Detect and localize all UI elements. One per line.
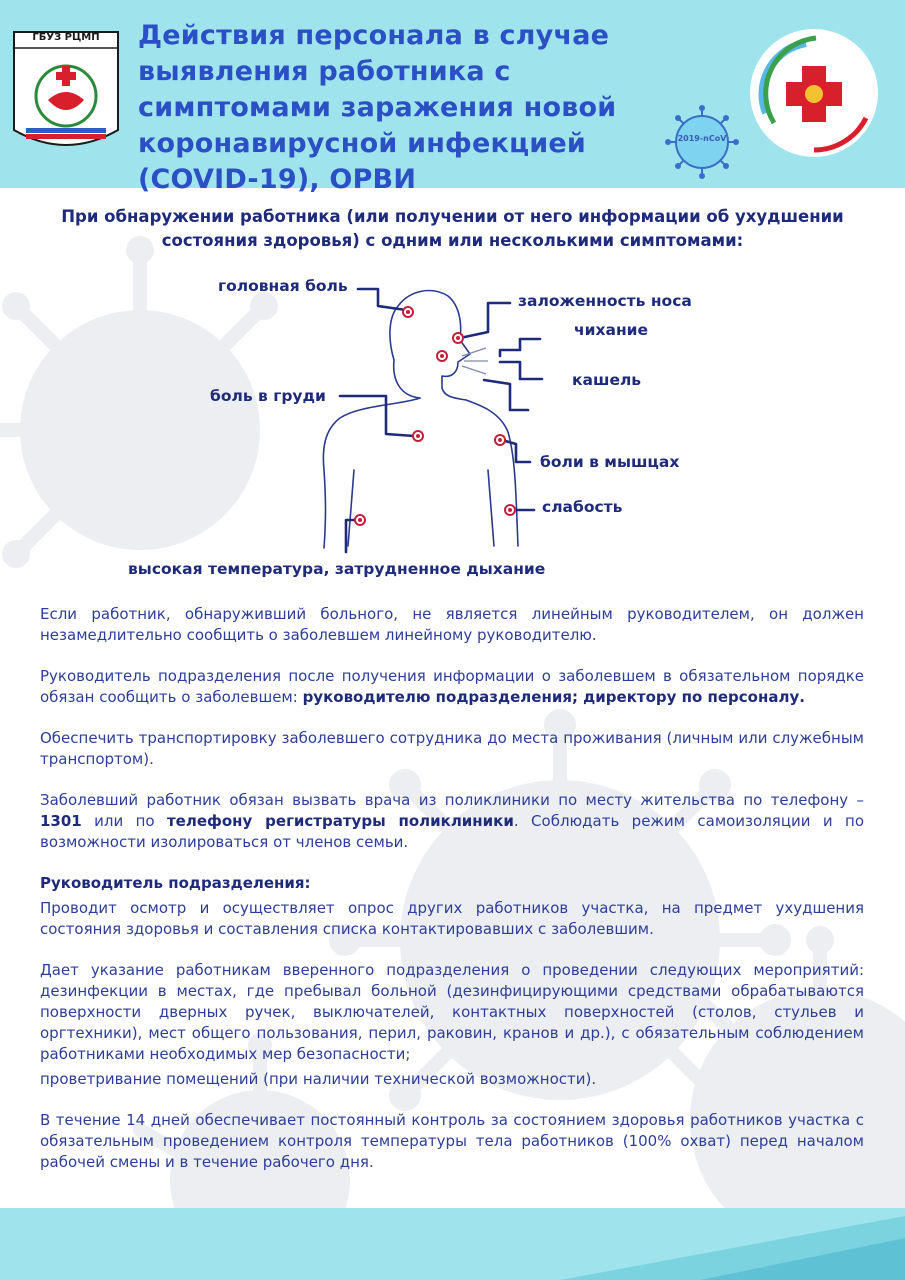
symptom-nasal-congestion: заложенность носа	[518, 292, 692, 310]
self-isolation-text: . Соблюдать режим самоизоляции и по возможности изолироваться от членов семьи.	[40, 812, 865, 851]
paragraph-call-doctor	[40, 790, 864, 853]
call-doctor-or: или по	[81, 812, 167, 830]
paragraph-transport: Обеспечить транспортировку заболевшего сотрудника до места проживания (личным или служебным транспортом).	[40, 729, 864, 768]
paragraph-notify-line-manager: Если работник, обнаруживший больного, не является линейным руководителем, он должен незамедлительно сообщить о заболевшем линейному руководителю.	[40, 605, 864, 644]
paragraph-ventilation: проветривание помещений (при наличии технической возможности).	[40, 1070, 597, 1088]
paragraph-manager-report	[40, 666, 864, 708]
header-banner	[0, 0, 905, 195]
symptom-muscle-pain: боли в мышцах	[540, 453, 680, 471]
page-title: Действия персонала в случае выявления работника с симптомами заражения новой коронавирусной инфекцией (COVID-19), ОРВИ	[138, 20, 617, 195]
ministry-emblem	[746, 18, 882, 168]
symptom-chest-pain: боль в груди	[210, 387, 326, 405]
paragraph-disinfection: Дает указание работникам вверенного подразделения о проведении следующих мероприятий: дезинфекции в местах, где пребывал больной (дезинфицирующими средствами обрабатываются поверхности дверных ручек, выключателей, контактных поверхностей (столов, стульев и оргтехники), мест общего пользования, перил, раковин, кранов и др.), с обязательным соблюдением работниками необходимых мер безопасности;	[40, 961, 864, 1063]
symptom-sneezing: чихание	[574, 321, 649, 339]
organization-logo-emblem	[10, 28, 122, 158]
paragraph-survey: Проводит осмотр и осуществляет опрос других работников участка, на предмет ухудшения состояния здоровья и составления списка контактировавших с заболевшим.	[40, 899, 864, 938]
call-doctor-text: Заболевший работник обязан вызвать врача из поликлиники по месту жительства по телефону –	[40, 791, 864, 809]
symptom-fever-breathing: высокая температура, затрудненное дыхание	[128, 560, 546, 578]
footer-band	[0, 1208, 905, 1280]
intro-heading: При обнаружении работника (или получении от него информации об ухудшении состояния здоровья) с одним или несколькими симптомами:	[61, 207, 844, 250]
section-heading-manager: Руководитель подразделения:	[40, 874, 311, 892]
symptom-weakness: слабость	[542, 498, 623, 516]
phone-number: 1301	[40, 812, 82, 830]
organization-logo	[10, 28, 122, 158]
paragraph-manager-report-text: Руководитель подразделения после получения информации о заболевшем в обязательном порядке обязан сообщить о заболевшем:	[40, 667, 864, 706]
registry-phone: телефону регистратуры поликлиники	[166, 812, 514, 830]
covid-badge-label: 2019-nCoV	[677, 134, 727, 143]
report-recipients: руководителю подразделения; директору по персоналу.	[302, 688, 805, 706]
paragraph-temperature-control: В течение 14 дней обеспечивает постоянный контроль за состоянием здоровья работников участка с обязательным проведением контроля температуры тела работников (100% охват) перед началом рабочей смены и в течение рабочего дня.	[40, 1111, 864, 1171]
covid-virus-icon	[664, 104, 740, 180]
organization-logo-label: ГБУЗ РЦМП	[32, 32, 100, 43]
symptom-headache: головная боль	[218, 277, 348, 295]
instructions-body	[40, 604, 864, 1173]
symptom-cough: кашель	[572, 371, 642, 389]
